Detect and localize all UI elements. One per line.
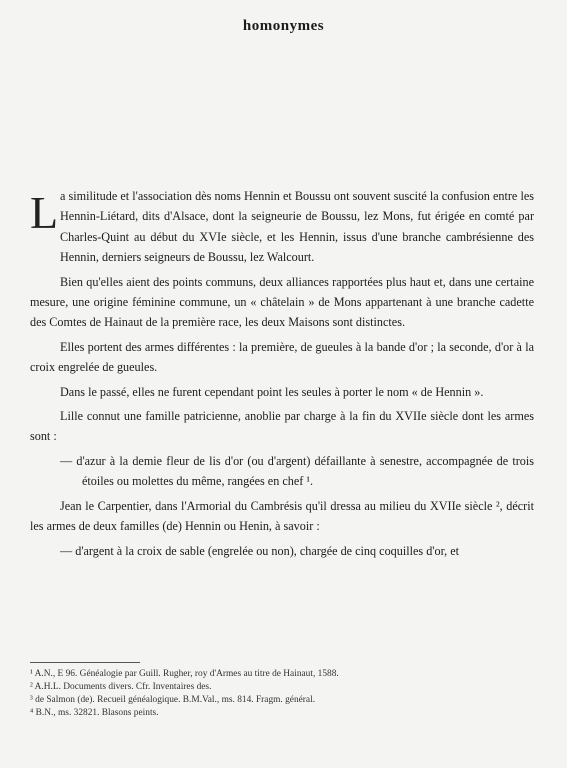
- footnote-2: ² A.H.L. Documents divers. Cfr. Inventaires des.: [30, 682, 212, 692]
- blazon-item-1: — d'azur à la demie fleur de lis d'or (ou d'argent) défaillante à senestre, accompagnée de trois étoiles ou molettes du même, rangées en chef ¹.: [60, 453, 534, 489]
- paragraph-1: [30, 186, 534, 268]
- paragraph-6: Jean le Carpentier, dans l'Armorial du Cambrésis qu'il dressa au milieu du XVIIe siècle ², décrit les armes de deux familles (de) Hennin ou Henin, à savoir :: [30, 498, 534, 534]
- paragraph-5: Lille connut une famille patricienne, anoblie par charge à la fin du XVIIe siècle dont les armes sont :: [30, 409, 534, 444]
- paragraph-4: Dans le passé, elles ne furent cependant point les seules à porter le nom « de Hennin ».: [60, 384, 484, 399]
- paragraph-1-text: a similitude et l'association dès noms Hennin et Boussu ont souvent suscité la confusion entre les Hennin-Liétard, dits d'Alsace, dont la seigneurie de Boussu, lez Mons, fut érigée en comté par Charles-Quint au début du XVIe siècle, et les Hennin, issus d'une branche cambrésienne des Hennin, derniers seigneurs de Boussu, lez Walcourt.: [60, 189, 534, 265]
- paragraph-3: Elles portent des armes différentes : la première, de gueules à la bande d'or ; la seconde, d'or à la croix engrelée de gueules.: [30, 339, 534, 375]
- footnote-1: ¹ A.N., E 96. Généalogie par Guill. Rugher, roy d'Armes au titre de Hainaut, 1588.: [30, 669, 339, 679]
- page-title: homonymes: [242, 18, 325, 34]
- footnote-divider: [30, 662, 140, 663]
- footnote-4: ⁴ B.N., ms. 32821. Blasons peints.: [30, 708, 159, 718]
- blazon-item-2: — d'argent à la croix de sable (engrelée ou non), chargée de cinq coquilles d'or, et: [60, 543, 460, 558]
- paragraph-2: Bien qu'elles aient des points communs, deux alliances rapportées plus haut et, dans une certaine mesure, une origine féminine commune, un « châtelain » de Mons appartenant à une branche cadette des Comtes de Hainaut de la première race, les deux Maisons sont distinctes.: [30, 274, 534, 330]
- body-text: [30, 186, 534, 565]
- footnote-3: ³ de Salmon (de). Recueil généalogique. B.M.Val., ms. 814. Fragm. général.: [30, 695, 316, 705]
- footnotes: [30, 668, 530, 720]
- drop-cap: L: [30, 187, 59, 238]
